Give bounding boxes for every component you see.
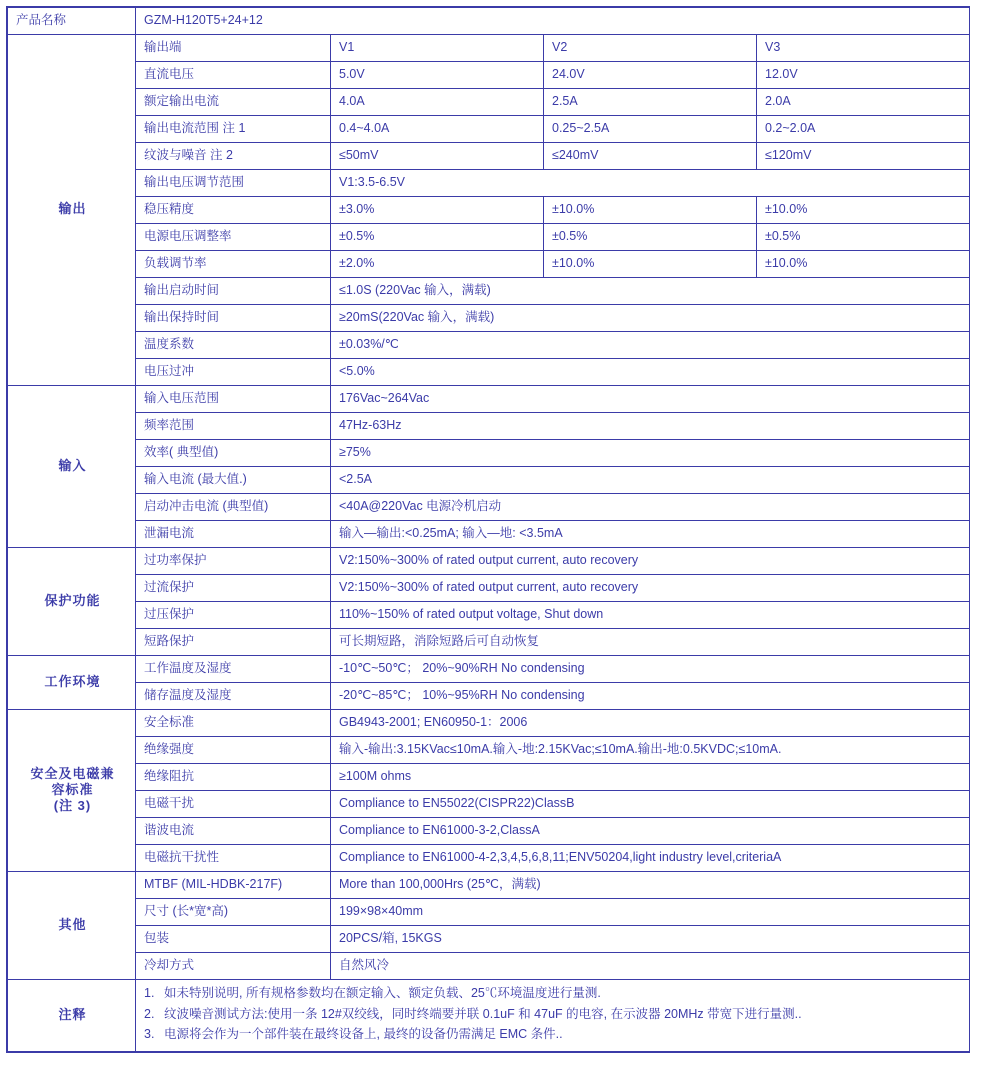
- note-number: 2.: [144, 1006, 155, 1021]
- category-output: 输出: [8, 35, 136, 386]
- row-label: 电磁干扰: [136, 791, 331, 818]
- row-label: 负载调节率: [136, 251, 331, 278]
- table-row: [8, 953, 970, 980]
- list-item: [144, 984, 963, 1005]
- row-value-v3: ±10.0%: [757, 197, 970, 224]
- row-value-v1: ±0.5%: [331, 224, 544, 251]
- table-row: [8, 575, 970, 602]
- category-input: 输入: [8, 386, 136, 548]
- row-label: 绝缘强度: [136, 737, 331, 764]
- table-row: [8, 278, 970, 305]
- row-label: 泄漏电流: [136, 521, 331, 548]
- table-row: [8, 980, 970, 1052]
- row-label: 过功率保护: [136, 548, 331, 575]
- row-value-v2: 2.5A: [544, 89, 757, 116]
- row-label: 输出电流范围 注 1: [136, 116, 331, 143]
- row-value-span: Compliance to EN55022(CISPR22)ClassB: [331, 791, 970, 818]
- table-row: [8, 413, 970, 440]
- row-label: 频率范围: [136, 413, 331, 440]
- row-value-v2: ±0.5%: [544, 224, 757, 251]
- row-value-span: 输入—输出:<0.25mA; 输入—地: <3.5mA: [331, 521, 970, 548]
- row-label: 过压保护: [136, 602, 331, 629]
- table-row: [8, 89, 970, 116]
- row-value-span: -20℃~85℃； 10%~95%RH No condensing: [331, 683, 970, 710]
- table-row: [8, 305, 970, 332]
- row-value-v1: ±3.0%: [331, 197, 544, 224]
- row-value-span: 199×98×40mm: [331, 899, 970, 926]
- table-row: [8, 521, 970, 548]
- table-row: [8, 386, 970, 413]
- row-label: 绝缘阻抗: [136, 764, 331, 791]
- row-value-span: GB4943-2001; EN60950-1：2006: [331, 710, 970, 737]
- row-value-v2: V2: [544, 35, 757, 62]
- row-label: 输出电压调节范围: [136, 170, 331, 197]
- row-label: 尺寸 (长*宽*高): [136, 899, 331, 926]
- table-row: [8, 35, 970, 62]
- table-row: [8, 872, 970, 899]
- row-label: 直流电压: [136, 62, 331, 89]
- product-name-label: 产品名称: [8, 8, 136, 35]
- row-label: 温度系数: [136, 332, 331, 359]
- row-value-v3: 12.0V: [757, 62, 970, 89]
- row-label: 包装: [136, 926, 331, 953]
- table-row: [8, 656, 970, 683]
- table-row: [8, 440, 970, 467]
- table-row: [8, 359, 970, 386]
- row-value-span: 可长期短路，消除短路后可自动恢复: [331, 629, 970, 656]
- row-value-span: Compliance to EN61000-3-2,ClassA: [331, 818, 970, 845]
- row-value-span: ≥20mS(220Vac 输入，满载): [331, 305, 970, 332]
- row-value-span: 输入-输出:3.15KVac≤10mA.输入-地:2.15KVac;≤10mA.输出-地:0.5KVDC;≤10mA.: [331, 737, 970, 764]
- row-value-v1: ±2.0%: [331, 251, 544, 278]
- row-value-v1: 0.4~4.0A: [331, 116, 544, 143]
- row-label: 启动冲击电流 (典型值): [136, 494, 331, 521]
- row-label: 谐波电流: [136, 818, 331, 845]
- table-row: [8, 791, 970, 818]
- table-row: [8, 116, 970, 143]
- row-value-span: ±0.03%/℃: [331, 332, 970, 359]
- row-label: 输入电流 (最大值.): [136, 467, 331, 494]
- row-value-span: ≤1.0S (220Vac 输入，满载): [331, 278, 970, 305]
- table-row: [8, 899, 970, 926]
- row-label: 纹波与噪音 注 2: [136, 143, 331, 170]
- note-text: 纹波噪音测试方法:使用一条 12#双绞线，同时终端要并联 0.1uF 和 47uF 的电容, 在示波器 20MHz 带宽下进行量测..: [164, 1006, 802, 1021]
- category-safety-line2: 容标准: [51, 781, 94, 797]
- table-row: [8, 602, 970, 629]
- row-value-v1: ≤50mV: [331, 143, 544, 170]
- row-label: 输出保持时间: [136, 305, 331, 332]
- row-value-span: ≥100M ohms: [331, 764, 970, 791]
- row-value-span: ≥75%: [331, 440, 970, 467]
- row-label: 安全标准: [136, 710, 331, 737]
- row-value-span: 110%~150% of rated output voltage, Shut down: [331, 602, 970, 629]
- table-row: [8, 818, 970, 845]
- product-name-value: GZM-H120T5+24+12: [136, 8, 970, 35]
- row-value-span: More than 100,000Hrs (25℃，满载): [331, 872, 970, 899]
- row-label: 电源电压调整率: [136, 224, 331, 251]
- table-row: [8, 467, 970, 494]
- row-label: 输出端: [136, 35, 331, 62]
- category-environment: 工作环境: [8, 656, 136, 710]
- row-label: 冷却方式: [136, 953, 331, 980]
- row-value-span: <5.0%: [331, 359, 970, 386]
- row-value-v2: 0.25~2.5A: [544, 116, 757, 143]
- row-value-v3: ±10.0%: [757, 251, 970, 278]
- row-value-v3: ≤120mV: [757, 143, 970, 170]
- row-label: 短路保护: [136, 629, 331, 656]
- row-value-v2: ±10.0%: [544, 251, 757, 278]
- table-row: [8, 845, 970, 872]
- table-row: [8, 224, 970, 251]
- row-label: 过流保护: [136, 575, 331, 602]
- table-row: [8, 629, 970, 656]
- category-safety-line1: 安全及电磁兼: [30, 765, 115, 781]
- table-row: [8, 683, 970, 710]
- row-value-span: 176Vac~264Vac: [331, 386, 970, 413]
- row-value-span: V1:3.5-6.5V: [331, 170, 970, 197]
- notes-cell: [136, 980, 970, 1052]
- table-row: [8, 710, 970, 737]
- row-label: 电压过冲: [136, 359, 331, 386]
- list-item: [144, 1025, 963, 1046]
- note-number: 3.: [144, 1027, 155, 1042]
- row-value-span: <40A@220Vac 电源冷机启动: [331, 494, 970, 521]
- table-row: [8, 764, 970, 791]
- row-value-v3: V3: [757, 35, 970, 62]
- table-row: [8, 197, 970, 224]
- row-value-v3: 0.2~2.0A: [757, 116, 970, 143]
- row-value-v2: ±10.0%: [544, 197, 757, 224]
- category-other: 其他: [8, 872, 136, 980]
- table-row: [8, 737, 970, 764]
- row-label: 储存温度及湿度: [136, 683, 331, 710]
- row-value-v1: 5.0V: [331, 62, 544, 89]
- row-label: 效率( 典型值): [136, 440, 331, 467]
- table-row: [8, 170, 970, 197]
- row-label: 额定输出电流: [136, 89, 331, 116]
- row-value-span: 20PCS/箱, 15KGS: [331, 926, 970, 953]
- table-row: [8, 143, 970, 170]
- row-value-span: V2:150%~300% of rated output current, auto recovery: [331, 575, 970, 602]
- row-label: 工作温度及湿度: [136, 656, 331, 683]
- row-label: 稳压精度: [136, 197, 331, 224]
- category-safety-note: (注 3): [53, 798, 92, 814]
- table-row: [8, 8, 970, 35]
- note-number: 1.: [144, 986, 155, 1000]
- notes-list: [144, 984, 963, 1046]
- category-notes: 注释: [8, 980, 136, 1052]
- table-row: [8, 494, 970, 521]
- row-value-span: -10℃~50℃； 20%~90%RH No condensing: [331, 656, 970, 683]
- table-row: [8, 332, 970, 359]
- row-label: 电磁抗干扰性: [136, 845, 331, 872]
- row-value-v3: 2.0A: [757, 89, 970, 116]
- table-row: [8, 926, 970, 953]
- specification-table: [7, 7, 970, 1052]
- row-label: MTBF (MIL-HDBK-217F): [136, 872, 331, 899]
- note-text: 电源将会作为一个部件装在最终设备上, 最终的设备仍需满足 EMC 条件..: [164, 1027, 563, 1042]
- row-label: 输入电压范围: [136, 386, 331, 413]
- row-value-span: Compliance to EN61000-4-2,3,4,5,6,8,11;ENV50204,light industry level,criteriaA: [331, 845, 970, 872]
- row-label: 输出启动时间: [136, 278, 331, 305]
- category-protection: 保护功能: [8, 548, 136, 656]
- list-item: [144, 1005, 963, 1026]
- row-value-v1: 4.0A: [331, 89, 544, 116]
- row-value-span: V2:150%~300% of rated output current, auto recovery: [331, 548, 970, 575]
- note-text: 如未特别说明, 所有规格参数均在额定输入、额定负载、25℃环境温度进行量测.: [164, 986, 601, 1000]
- row-value-span: 47Hz-63Hz: [331, 413, 970, 440]
- row-value-v2: ≤240mV: [544, 143, 757, 170]
- table-row: [8, 62, 970, 89]
- table-row: [8, 548, 970, 575]
- row-value-v3: ±0.5%: [757, 224, 970, 251]
- spec-sheet: [6, 6, 970, 1053]
- row-value-span: 自然风冷: [331, 953, 970, 980]
- table-row: [8, 251, 970, 278]
- row-value-v1: V1: [331, 35, 544, 62]
- row-value-span: <2.5A: [331, 467, 970, 494]
- row-value-v2: 24.0V: [544, 62, 757, 89]
- category-safety: [8, 710, 136, 872]
